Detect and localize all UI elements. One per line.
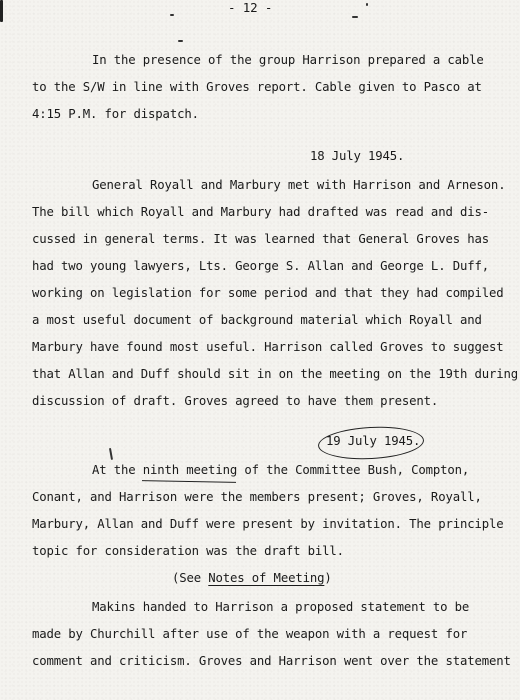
para3-line4: topic for consideration was the draft bill. bbox=[32, 544, 344, 558]
para2-line7: Marbury have found most useful. Harrison called Groves to suggest bbox=[32, 340, 504, 354]
para2-line3: cussed in general terms. It was learned that General Groves has bbox=[32, 232, 489, 246]
para2-line4: had two young lawyers, Lts. George S. Allan and George L. Duff, bbox=[32, 259, 489, 273]
see-notes-pre: (See bbox=[172, 571, 209, 585]
para1-line1: In the presence of the group Harrison prepared a cable bbox=[92, 53, 484, 67]
ink-speck bbox=[170, 14, 174, 16]
para1-line3: 4:15 P.M. for dispatch. bbox=[32, 107, 199, 121]
para3-line1-post: of the Committee Bush, Compton, bbox=[237, 463, 470, 477]
ninth-meeting-text: ninth meeting bbox=[142, 463, 238, 477]
ink-speck bbox=[366, 3, 368, 6]
date-heading-1: 18 July 1945. bbox=[310, 149, 405, 163]
ink-speck bbox=[352, 16, 358, 18]
hand-underline-ninth-meeting bbox=[142, 480, 236, 483]
para2-line9: discussion of draft. Groves agreed to have them present. bbox=[32, 394, 439, 408]
para4-line2: made by Churchill after use of the weapon with a request for bbox=[32, 627, 468, 641]
ink-speck bbox=[0, 0, 3, 22]
para2-line2: The bill which Royall and Marbury had drafted was read and dis- bbox=[32, 205, 489, 219]
para3-line1-pre: At the bbox=[92, 463, 143, 477]
para2-line1: General Royall and Marbury met with Harrison and Arneson. bbox=[92, 178, 506, 192]
notes-of-meeting-text: Notes of Meeting bbox=[208, 571, 325, 585]
date-heading-2: 19 July 1945. bbox=[326, 434, 421, 448]
para2-line8: that Allan and Duff should sit in on the meeting on the 19th during bbox=[32, 367, 518, 381]
ink-speck bbox=[178, 40, 183, 42]
para3-line3: Marbury, Allan and Duff were present by invitation. The principle bbox=[32, 517, 504, 531]
page-number: - 12 - bbox=[228, 0, 273, 15]
para2-line6: a most useful document of background material which Royall and bbox=[32, 313, 482, 327]
para3-line2: Conant, and Harrison were the members present; Groves, Royall, bbox=[32, 490, 482, 504]
para2-line5: working on legislation for some period and that they had compiled bbox=[32, 286, 504, 300]
para4-line3: comment and criticism. Groves and Harrison went over the statement bbox=[32, 654, 511, 668]
para3-line1 bbox=[92, 463, 469, 477]
see-notes-post: ) bbox=[324, 571, 332, 585]
ink-tick bbox=[109, 448, 113, 460]
para4-line1: Makins handed to Harrison a proposed statement to be bbox=[92, 600, 470, 614]
para1-line2: to the S/W in line with Groves report. Cable given to Pasco at bbox=[32, 80, 482, 94]
see-notes-reference bbox=[172, 571, 332, 585]
